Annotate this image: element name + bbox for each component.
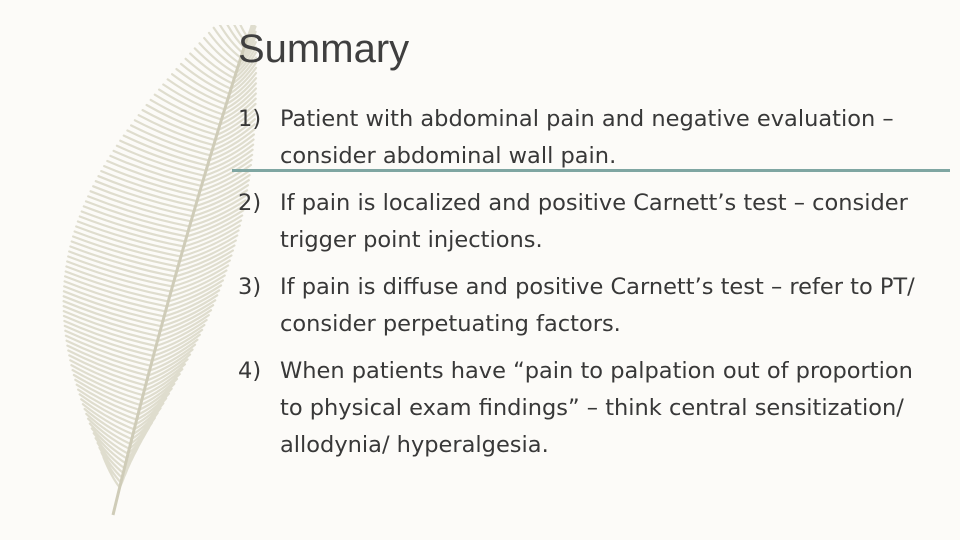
list-item [238, 353, 918, 464]
list-item-number: 2) [238, 190, 262, 216]
list-item-text: Patient with abdominal pain and negative evaluation – consider abdominal wall pain. [280, 106, 894, 169]
list-item-text: If pain is localized and positive Carnett’s test – consider trigger point injections. [280, 190, 908, 253]
page-title: Summary [238, 27, 410, 71]
list-item [238, 101, 918, 175]
list-item-number: 4) [238, 358, 262, 384]
summary-list [238, 101, 918, 474]
list-item-number: 1) [238, 106, 262, 132]
list-item-text: If pain is diffuse and positive Carnett’s test – refer to PT/ consider perpetuating factors. [280, 274, 915, 337]
list-item-number: 3) [238, 274, 262, 300]
list-item [238, 269, 918, 343]
list-item-text: When patients have “pain to palpation out of proportion to physical exam findings” – think central sensitization/ allodynia/ hyperalgesia. [280, 358, 913, 458]
list-item [238, 185, 918, 259]
